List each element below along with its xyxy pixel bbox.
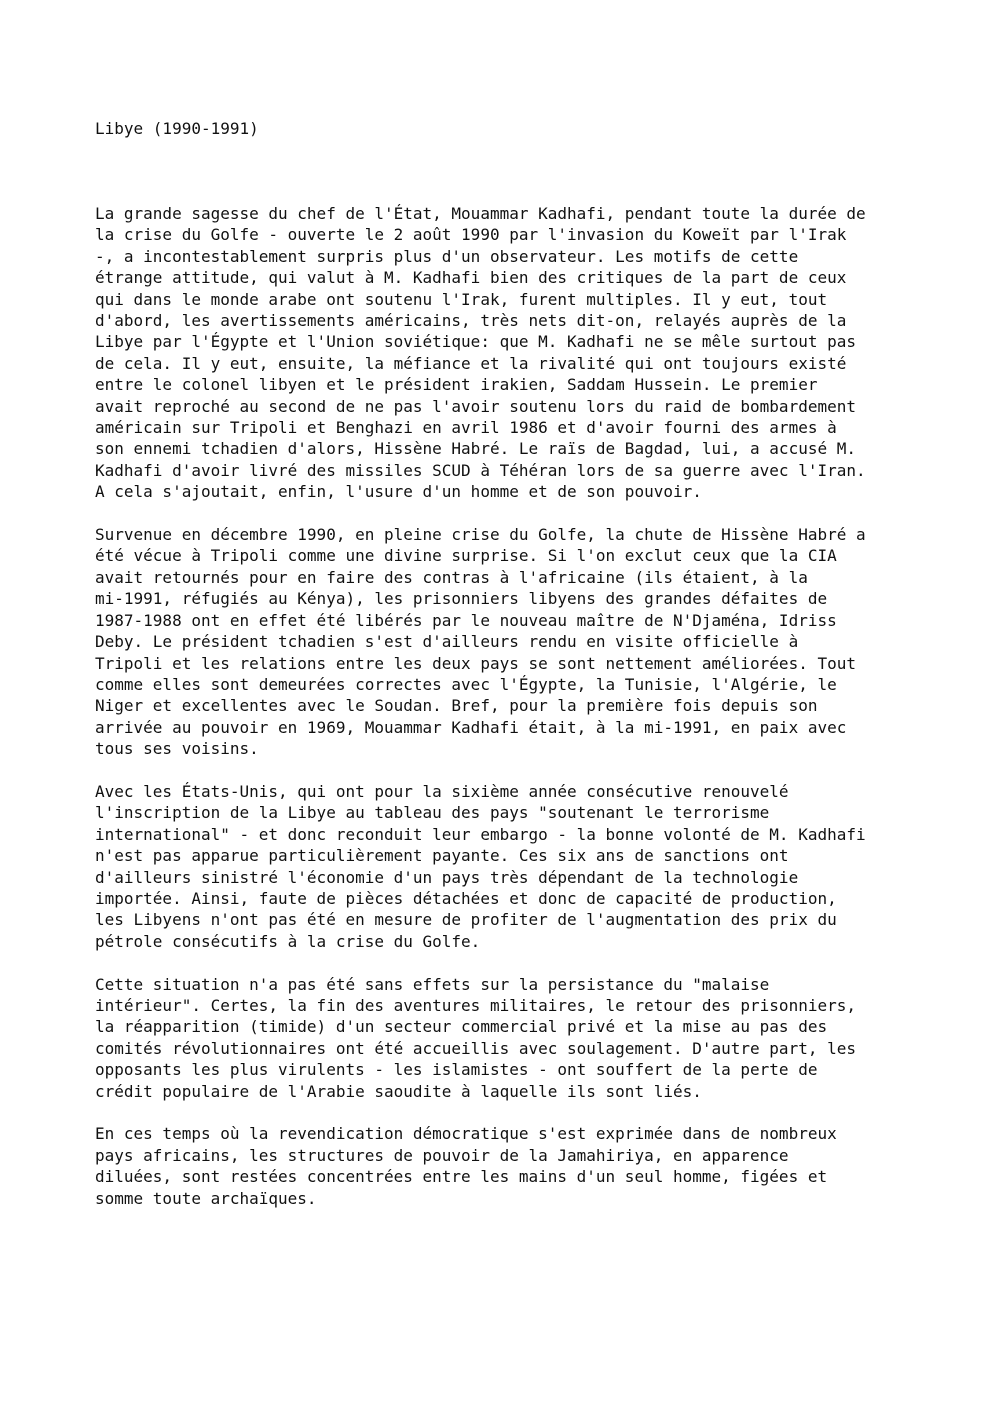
paragraph-line: tous ses voisins. [95, 739, 259, 759]
paragraph-line: -, a incontestablement surpris plus d'un observateur. Les motifs de cette [95, 246, 799, 266]
paragraph-line: Libye par l'Égypte et l'Union soviétique: que M. Kadhafi ne se mêle surtout pas [95, 332, 856, 352]
paragraph [95, 1123, 955, 1209]
paragraph-line: somme toute archaïques. [95, 1188, 317, 1208]
document-title: Libye (1990-1991) [95, 119, 259, 138]
paragraph-line: l'inscription de la Libye au tableau des pays "soutenant le terrorisme [95, 803, 770, 823]
paragraph [95, 781, 955, 952]
paragraph-line: En ces temps où la revendication démocratique s'est exprimée dans de nombreux [95, 1124, 837, 1144]
document-body [95, 203, 955, 1230]
paragraph-line: la réapparition (timide) d'un secteur commercial privé et la mise au pas des [95, 1017, 828, 1037]
paragraph-line: été vécue à Tripoli comme une divine surprise. Si l'on exclut ceux que la CIA [95, 546, 837, 566]
paragraph [95, 203, 955, 503]
paragraph-line: mi-1991, réfugiés au Kénya), les prisonniers libyens des grandes défaites de [95, 589, 828, 609]
paragraph-line: importée. Ainsi, faute de pièces détachées et donc de capacité de production, [95, 888, 837, 908]
paragraph-line: comme elles sont demeurées correctes avec l'Égypte, la Tunisie, l'Algérie, le [95, 674, 837, 694]
paragraph-line: son ennemi tchadien d'alors, Hissène Habré. Le raïs de Bagdad, lui, a accusé M. [95, 439, 856, 459]
paragraph-line: étrange attitude, qui valut à M. Kadhafi bien des critiques de la part de ceux [95, 268, 847, 288]
paragraph-line: opposants les plus virulents - les islamistes - ont souffert de la perte de [95, 1060, 818, 1080]
paragraph-line: n'est pas apparue particulièrement payante. Ces six ans de sanctions ont [95, 846, 789, 866]
paragraph-line: les Libyens n'ont pas été en mesure de profiter de l'augmentation des prix du [95, 910, 837, 930]
paragraph-line: La grande sagesse du chef de l'État, Mouammar Kadhafi, pendant toute la durée de [95, 204, 866, 223]
paragraph-line: d'abord, les avertissements américains, très nets dit-on, relayés auprès de la [95, 311, 847, 331]
paragraph-line: diluées, sont restées concentrées entre les mains d'un seul homme, figées et [95, 1167, 828, 1187]
paragraph-line: américain sur Tripoli et Benghazi en avril 1986 et d'avoir fourni des armes à [95, 418, 837, 438]
paragraph-line: d'ailleurs sinistré l'économie d'un pays très dépendant de la technologie [95, 867, 799, 887]
paragraph [95, 524, 955, 759]
paragraph-line: la crise du Golfe - ouverte le 2 août 1990 par l'invasion du Koweït par l'Irak [95, 225, 847, 245]
paragraph-line: Niger et excellentes avec le Soudan. Bref, pour la première fois depuis son [95, 696, 818, 716]
paragraph-line: Survenue en décembre 1990, en pleine crise du Golfe, la chute de Hissène Habré a [95, 525, 866, 545]
paragraph-line: Cette situation n'a pas été sans effets sur la persistance du "malaise [95, 974, 770, 994]
paragraph-line: pays africains, les structures de pouvoir de la Jamahiriya, en apparence [95, 1145, 789, 1165]
paragraph-line: avait reproché au second de ne pas l'avoir soutenu lors du raid de bombardement [95, 396, 856, 416]
paragraph-line: Kadhafi d'avoir livré des missiles SCUD à Téhéran lors de sa guerre avec l'Iran. [95, 460, 866, 480]
paragraph-line: Tripoli et les relations entre les deux pays se sont nettement améliorées. Tout [95, 653, 856, 673]
paragraph-line: avait retournés pour en faire des contras à l'africaine (ils étaient, à la [95, 567, 808, 587]
paragraph-line: de cela. Il y eut, ensuite, la méfiance et la rivalité qui ont toujours existé [95, 353, 847, 373]
paragraph-line: 1987-1988 ont en effet été libérés par le nouveau maître de N'Djaména, Idriss [95, 610, 837, 630]
paragraph-line: Deby. Le président tchadien s'est d'ailleurs rendu en visite officielle à [95, 632, 799, 652]
paragraph [95, 974, 955, 1102]
paragraph-line: entre le colonel libyen et le président irakien, Saddam Hussein. Le premier [95, 375, 818, 395]
paragraph-line: A cela s'ajoutait, enfin, l'usure d'un homme et de son pouvoir. [95, 482, 702, 502]
paragraph-line: qui dans le monde arabe ont soutenu l'Irak, furent multiples. Il y eut, tout [95, 289, 828, 309]
paragraph-line: crédit populaire de l'Arabie saoudite à laquelle ils sont liés. [95, 1081, 702, 1101]
paragraph-line: international" - et donc reconduit leur embargo - la bonne volonté de M. Kadhafi [95, 824, 866, 844]
paragraph-line: intérieur". Certes, la fin des aventures militaires, le retour des prisonniers, [95, 995, 856, 1015]
paragraph-line: Avec les États-Unis, qui ont pour la sixième année consécutive renouvelé [95, 781, 789, 801]
paragraph-line: arrivée au pouvoir en 1969, Mouammar Kadhafi était, à la mi-1991, en paix avec [95, 717, 847, 737]
paragraph-line: pétrole consécutifs à la crise du Golfe. [95, 931, 481, 951]
paragraph-line: comités révolutionnaires ont été accueillis avec soulagement. D'autre part, les [95, 1038, 856, 1058]
